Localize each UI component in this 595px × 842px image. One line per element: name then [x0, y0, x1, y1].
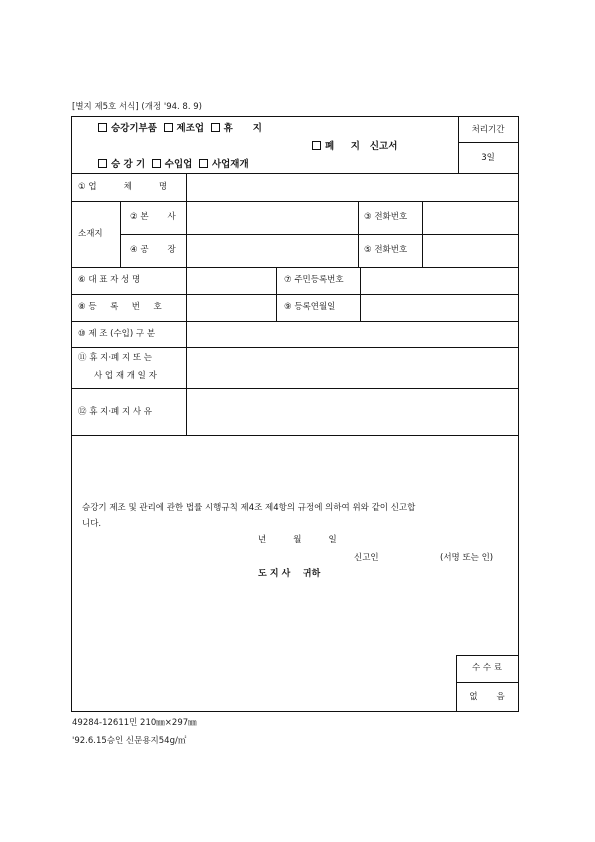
representative-label: ⑥ 대 표 자 성 명: [78, 275, 141, 285]
checkbox-icon[interactable]: [98, 159, 107, 168]
declaration-text-1: 승강기 제조 및 관리에 관한 법률 시행규칙 제4조 제4항의 규정에 의하여 위와 같이 신고합: [82, 503, 416, 513]
resident-no-label: ⑦ 주민등록번호: [284, 275, 344, 285]
title-row-3: 승 강 기 수입업 사업재개: [98, 159, 249, 170]
title-row-1: 승강기부품 제조업 휴 지: [98, 123, 262, 134]
company-name-label: ① 업 체 명: [78, 182, 168, 192]
footer-approval: '92.6.15승인 신문용지54g/㎡: [72, 736, 187, 746]
addressee: 도 지 사 귀하: [258, 569, 321, 579]
factory-label: ④ 공 장: [130, 245, 176, 255]
factory-phone-label: ⑤ 전화번호: [364, 245, 408, 255]
checkbox-icon[interactable]: [152, 159, 161, 168]
declaration-text-2: 니다.: [82, 519, 102, 529]
location-label: 소재지: [78, 229, 103, 239]
checkbox-icon[interactable]: [199, 159, 208, 168]
form-note: [별지 제5호 서식] (개정 '94. 8. 9): [72, 102, 202, 112]
checkbox-icon[interactable]: [211, 123, 220, 132]
declaration-date: 년 월 일: [258, 535, 337, 545]
mfg-type-label: ⑩ 제 조 (수입) 구 분: [78, 329, 156, 339]
title-row-2: 폐 지 신고서: [312, 141, 397, 152]
suspend-date-label-2: 사 업 재 개 일 자: [94, 371, 157, 381]
processing-label: 처리기간: [471, 125, 505, 135]
head-office-label: ② 본 사: [130, 212, 176, 222]
checkbox-icon[interactable]: [312, 141, 321, 150]
checkbox-icon[interactable]: [98, 123, 107, 132]
signature-label: (서명 또는 인): [440, 553, 494, 563]
fee-value: 없 음: [469, 692, 505, 702]
processing-value: 3일: [481, 153, 495, 163]
report-form: [71, 116, 519, 712]
head-phone-label: ③ 전화번호: [364, 212, 408, 222]
suspend-date-label-1: ⑪ 휴 지·폐 지 또 는: [78, 353, 152, 363]
fee-label: 수 수 료: [471, 663, 503, 673]
suspend-reason-label: ⑫ 휴 지·폐 지 사 유: [78, 407, 152, 417]
applicant-label: 신고인: [354, 553, 379, 563]
checkbox-icon[interactable]: [164, 123, 173, 132]
registration-no-label: ⑧ 등 록 번 호: [78, 302, 162, 312]
footer-form-code: 49284-12611민 210㎜×297㎜: [72, 718, 197, 728]
registration-date-label: ⑨ 등록연월일: [284, 302, 336, 312]
